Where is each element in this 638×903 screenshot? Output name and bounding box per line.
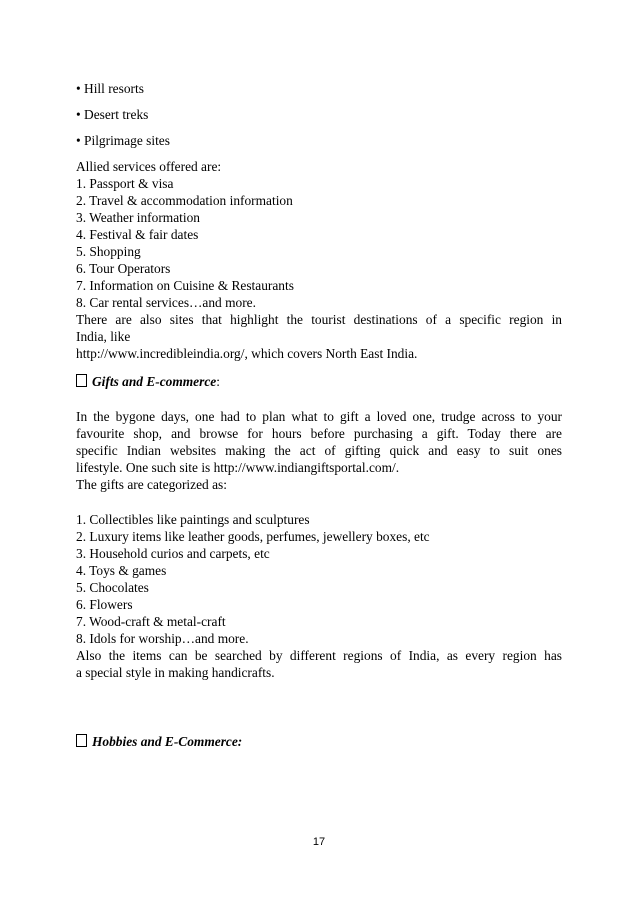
- bullet-hill-resorts: • Hill resorts: [76, 81, 144, 96]
- list-item: 5. Shopping: [76, 244, 141, 259]
- region-sites-text-cont: India, like: [76, 329, 131, 344]
- list-item: 1. Passport & visa: [76, 176, 174, 191]
- list-item: 6. Tour Operators: [76, 261, 171, 276]
- gifts-categorized-intro: The gifts are categorized as:: [76, 477, 227, 492]
- allied-services-intro: Allied services offered are:: [76, 159, 222, 174]
- hobbies-heading-title: Hobbies and E-Commerce:: [92, 734, 243, 749]
- list-item: 2. Travel & accommodation information: [76, 193, 293, 208]
- regions-search-text-cont: a special style in making handicrafts.: [76, 665, 275, 680]
- gifts-heading: [76, 373, 562, 390]
- paragraph-line: In the bygone days, one had to plan what to gift a loved one, trudge across to your: [76, 409, 562, 424]
- gifts-heading-suffix: :: [216, 374, 220, 389]
- gifts-paragraph: [76, 408, 562, 476]
- list-item: 7. Information on Cuisine & Restaurants: [76, 278, 294, 293]
- list-item: 7. Wood-craft & metal-craft: [76, 614, 226, 629]
- document-page: [76, 80, 562, 750]
- bullet-desert-treks: • Desert treks: [76, 107, 149, 122]
- list-item: 6. Flowers: [76, 597, 133, 612]
- list-item: 1. Collectibles like paintings and sculptures: [76, 512, 310, 527]
- paragraph-line: favourite shop, and browse for hours before purchasing a gift. Today there are: [76, 426, 562, 441]
- list-item: 8. Idols for worship…and more.: [76, 631, 249, 646]
- list-item: 3. Weather information: [76, 210, 200, 225]
- bullet-pilgrimage-sites: • Pilgrimage sites: [76, 133, 170, 148]
- checkbox-bullet-icon: [76, 374, 87, 387]
- hobbies-heading: [76, 733, 562, 750]
- regions-search-text: Also the items can be searched by different regions of India, as every region has: [76, 648, 562, 663]
- list-item: 2. Luxury items like leather goods, perfumes, jewellery boxes, etc: [76, 529, 430, 544]
- checkbox-bullet-icon: [76, 734, 87, 747]
- paragraph-line: specific Indian websites making the act of gifting quick and easy to suit ones: [76, 443, 562, 458]
- allied-services-list: [76, 175, 562, 311]
- list-item: 8. Car rental services…and more.: [76, 295, 256, 310]
- gifts-category-list: [76, 511, 562, 647]
- page-number: 17: [312, 836, 326, 848]
- gifts-heading-title: Gifts and E-commerce: [92, 374, 217, 389]
- incredible-india-link-text: http://www.incredibleindia.org/, which covers North East India.: [76, 346, 418, 361]
- paragraph-line: lifestyle. One such site is http://www.indiangiftsportal.com/.: [76, 460, 400, 475]
- region-sites-text: There are also sites that highlight the tourist destinations of a specific region in: [76, 312, 562, 327]
- list-item: 4. Festival & fair dates: [76, 227, 199, 242]
- list-item: 4. Toys & games: [76, 563, 167, 578]
- list-item: 5. Chocolates: [76, 580, 149, 595]
- list-item: 3. Household curios and carpets, etc: [76, 546, 270, 561]
